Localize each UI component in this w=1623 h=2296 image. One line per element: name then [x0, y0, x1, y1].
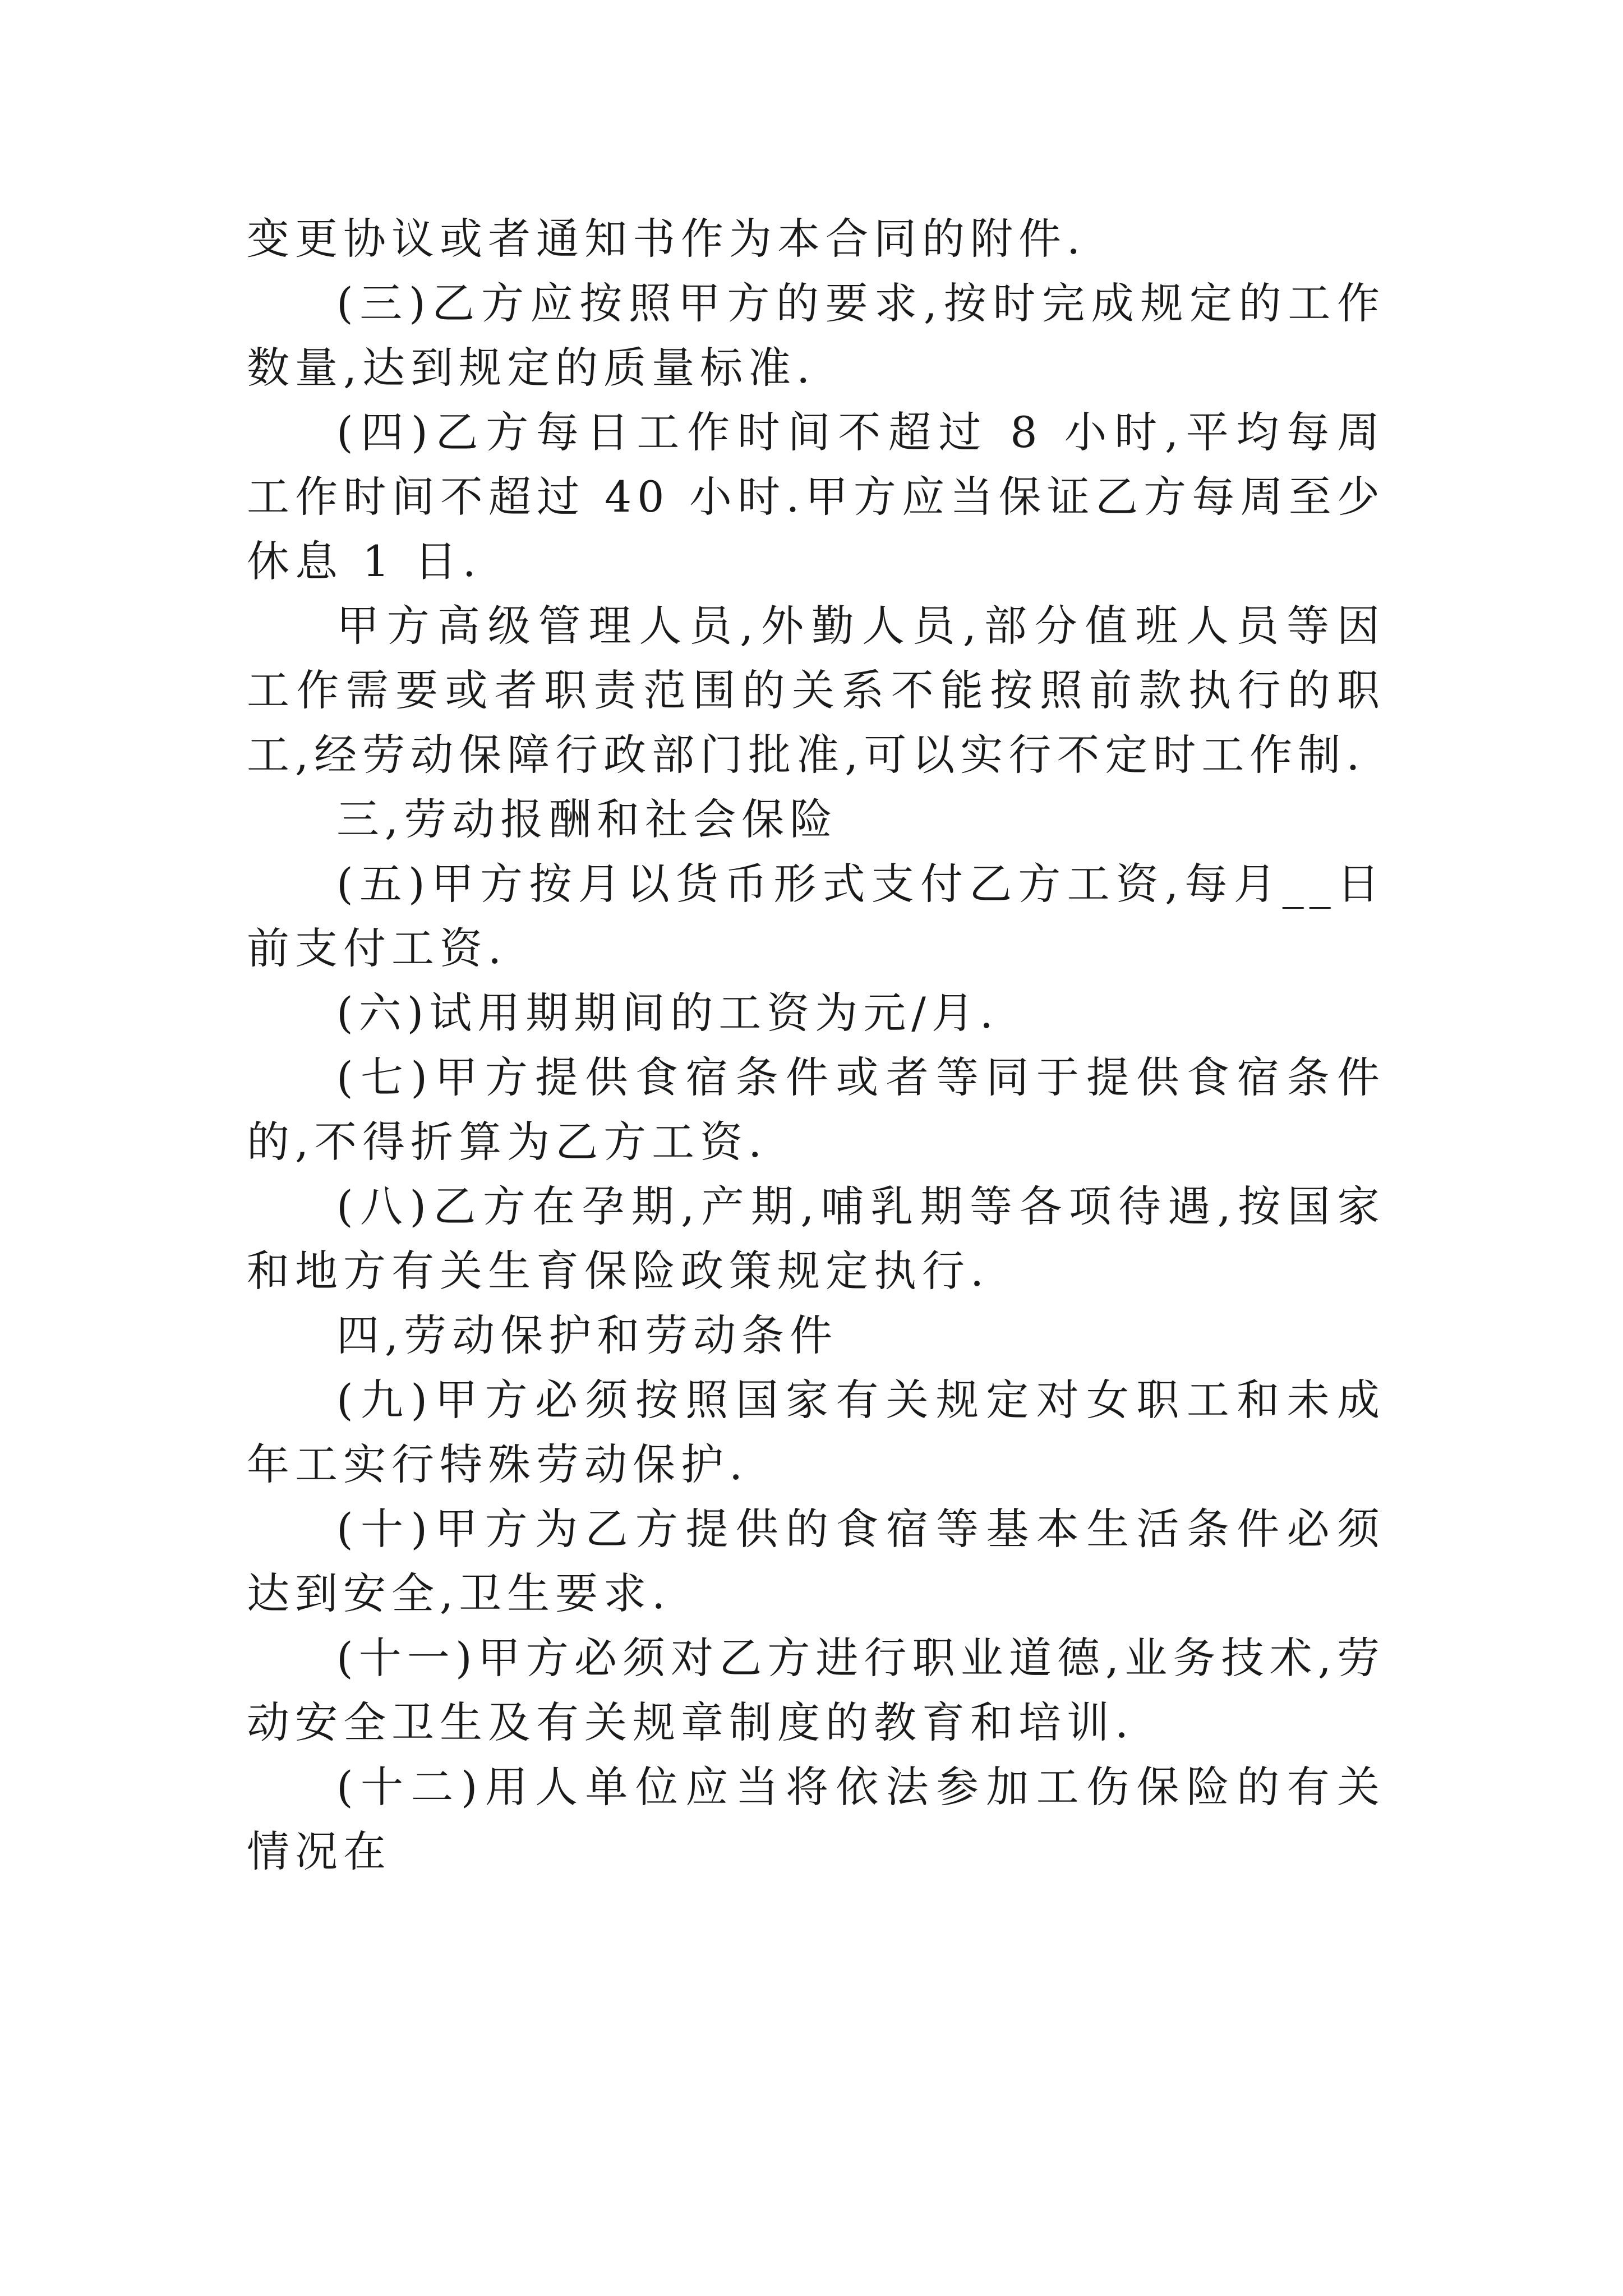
- section-heading: 三,劳动报酬和社会保险: [336, 794, 838, 844]
- paragraph: (十一)甲方必须对乙方进行职业道德,业务技术,劳动安全卫生及有关规章制度的教育和培训.: [247, 1633, 1385, 1747]
- paragraph: (三)乙方应按照甲方的要求,按时完成规定的工作数量,达到规定的质量标准.: [247, 278, 1385, 393]
- paragraph: (四)乙方每日工作时间不超过 8 小时,平均每周工作时间不超过 40 小时.甲方应当保证乙方每周至少休息 1 日.: [247, 407, 1385, 586]
- paragraph: (五)甲方按月以货币形式支付乙方工资,每月__日前支付工资.: [247, 859, 1385, 973]
- document-body: [247, 206, 1385, 1884]
- paragraph: (九)甲方必须按照国家有关规定对女职工和未成年工实行特殊劳动保护.: [247, 1375, 1385, 1489]
- paragraph: 甲方高级管理人员,外勤人员,部分值班人员等因工作需要或者职责范围的关系不能按照前款执行的职工,经劳动保障行政部门批准,可以实行不定时工作制.: [247, 601, 1385, 780]
- paragraph: (十二)用人单位应当将依法参加工伤保险的有关情况在: [247, 1762, 1385, 1876]
- paragraph: (十)甲方为乙方提供的食宿等基本生活条件必须达到安全,卫生要求.: [247, 1504, 1385, 1618]
- paragraph: (七)甲方提供食宿条件或者等同于提供食宿条件的,不得折算为乙方工资.: [247, 1052, 1385, 1167]
- paragraph: (八)乙方在孕期,产期,哺乳期等各项待遇,按国家和地方有关生育保险政策规定执行.: [247, 1181, 1385, 1296]
- paragraph: (六)试用期期间的工资为元/月.: [336, 988, 999, 1038]
- paragraph: 变更协议或者通知书作为本合同的附件.: [247, 214, 1086, 264]
- section-heading: 四,劳动保护和劳动条件: [336, 1310, 838, 1360]
